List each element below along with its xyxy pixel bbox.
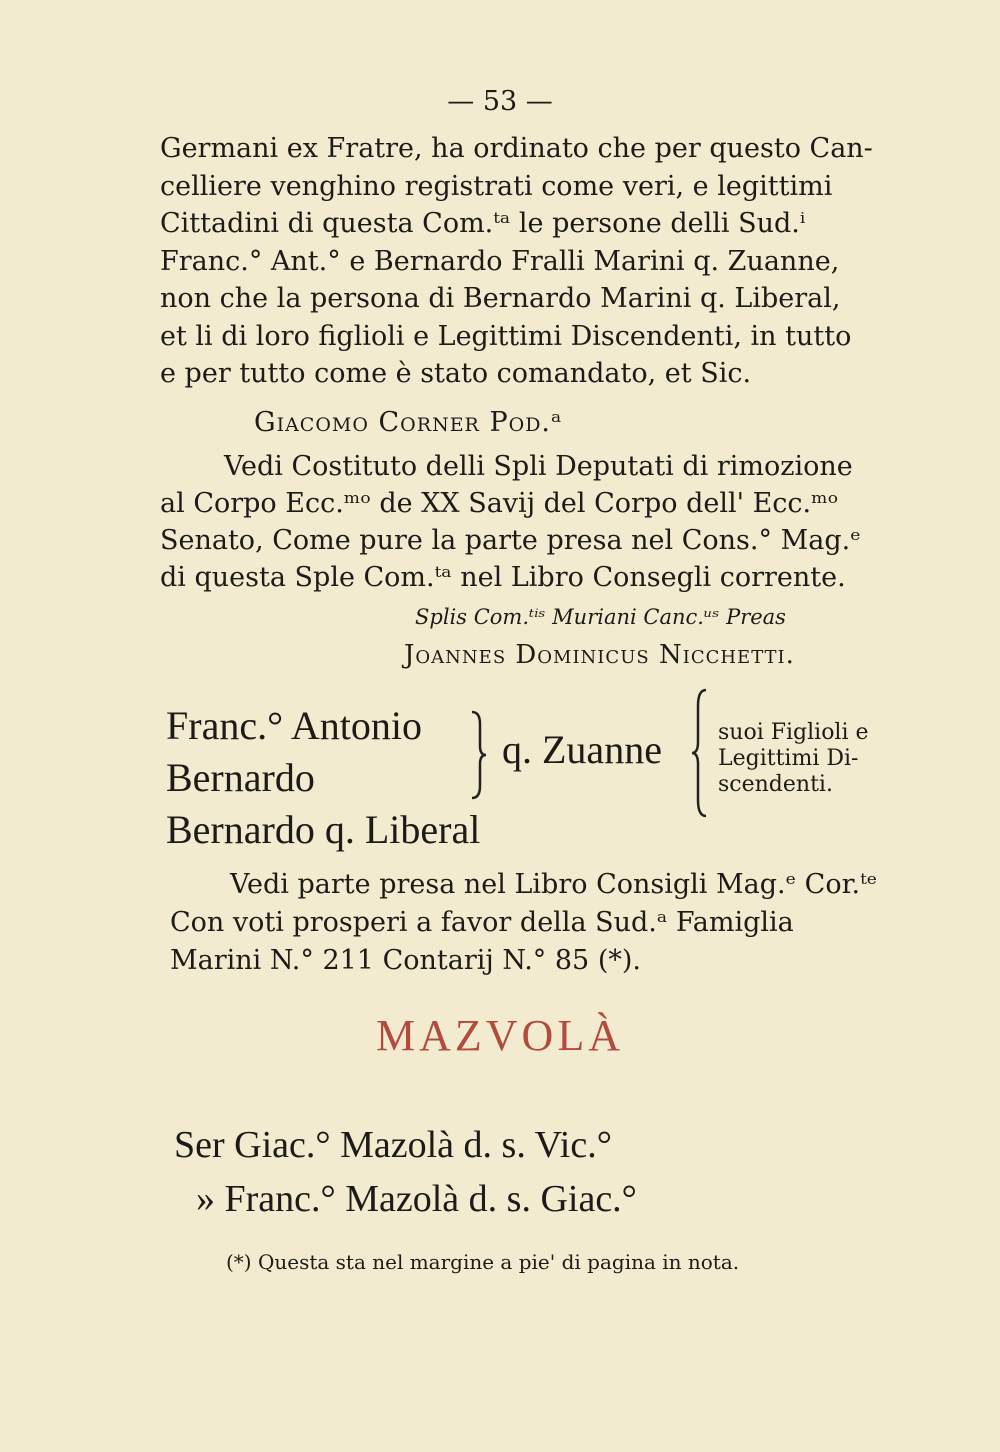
signature-chancellor: Splis Com.ᵗⁱˢ Muriani Canc.ᵘˢ Preas [415, 605, 786, 629]
persons-list [174, 1118, 637, 1226]
signature-name: Joannes Dominicus Nicchetti. [404, 640, 795, 670]
text-line: al Corpo Ecc.ᵐᵒ de XX Savij del Corpo dell' Ecc.ᵐᵒ [160, 488, 839, 519]
text-line: di questa Sple Com.ᵗᵃ nel Libro Consegli corrente. [160, 562, 846, 593]
text-line: Senato, Come pure la parte presa nel Cons.° Mag.ᵉ [160, 525, 861, 556]
signature-podesta: Giacomo Corner Pod.ᵃ [254, 407, 563, 438]
family-name: Bernardo q. Liberal [166, 807, 481, 852]
heirs-line: scendenti. [718, 772, 833, 797]
paragraph-3 [170, 866, 900, 980]
family-names [166, 700, 480, 856]
footnote: (*) Questa sta nel margine a pie' di pagina in nota. [226, 1250, 740, 1274]
heirs-line: suoi Figlioli e [718, 720, 869, 745]
text-line: Germani ex Fratre, ha ordinato che per questo Can- [160, 133, 873, 164]
text-line: Cittadini di questa Com.ᵗᵃ le persone delli Sud.ⁱ [160, 208, 806, 239]
text-line: Vedi parte presa nel Libro Consigli Mag.ᵉ Cor.ᵗᵉ [230, 869, 878, 900]
left-brace-icon [466, 710, 490, 800]
father-name: q. Zuanne [502, 727, 662, 772]
page-number: — 53 — [447, 86, 553, 117]
family-name: Franc.° Antonio [166, 703, 422, 748]
heirs-note [718, 720, 869, 798]
family-table [166, 700, 906, 860]
heirs-line: Legittimi Di- [718, 746, 859, 771]
paragraph-2 [160, 448, 890, 596]
text-line: Vedi Costituto delli Spli Deputati di rimozione [224, 451, 853, 482]
text-line: et li di loro figlioli e Legittimi Discendenti, in tutto [160, 320, 852, 352]
family-name: Bernardo [166, 755, 315, 800]
text-line: celliere venghino registrati come veri, e legittimi [160, 170, 833, 202]
text-line: Con voti prosperi a favor della Sud.ᵃ Famiglia [170, 907, 794, 938]
text-line: e per tutto come è stato comandato, et Sic. [160, 358, 752, 389]
text-line: non che la persona di Bernardo Marini q. Liberal, [160, 283, 841, 314]
section-heading: MAZVOLÀ [376, 1011, 624, 1060]
paragraph-1 [160, 130, 890, 393]
person-entry: » Franc.° Mazolà d. s. Giac.° [196, 1178, 637, 1220]
text-line: Marini N.° 211 Contarij N.° 85 (*). [170, 945, 641, 976]
text-line: Franc.° Ant.° e Bernardo Fralli Marini q. Zuanne, [160, 245, 840, 277]
right-brace-icon [688, 688, 712, 818]
person-entry: Ser Giac.° Mazolà d. s. Vic.° [174, 1124, 612, 1166]
